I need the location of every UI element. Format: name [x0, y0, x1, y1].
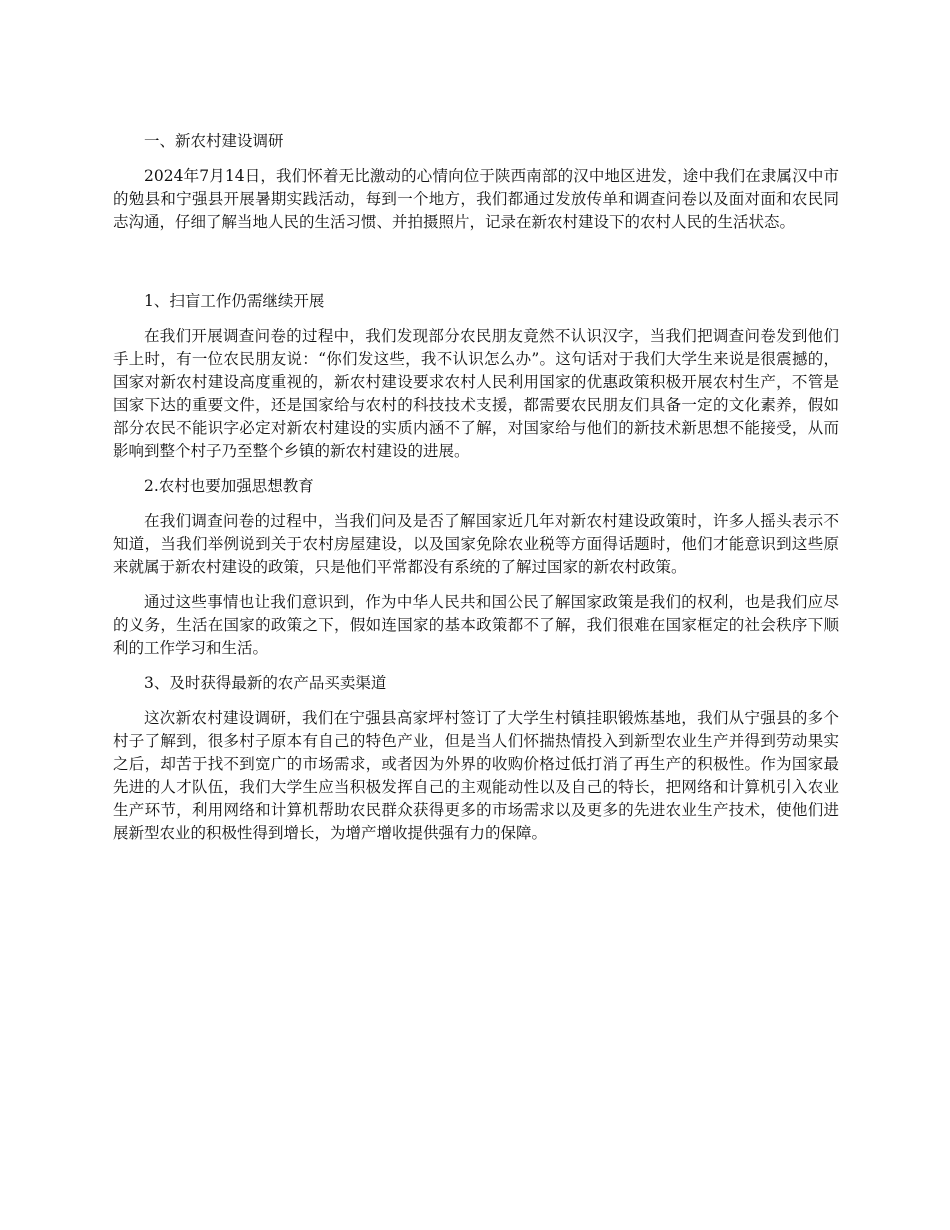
- section-title: 一、新农村建设调研: [144, 132, 284, 150]
- heading-ideology-education: 2.农村也要加强思想教育: [144, 477, 314, 495]
- paragraph-citizen-duty: 通过这些事情也让我们意识到，作为中华人民共和国公民了解国家政策是我们的权利，也是我们应尽的义务，生活在国家的政策之下，假如连国家的基本政策都不了解，我们很难在国家框定的社会秩序下顺利的工作学习和生活。: [113, 593, 839, 657]
- intro-paragraph: 2024年7月14日，我们怀着无比激动的心情向位于陕西南部的汉中地区进发，途中我们在隶属汉中市的勉县和宁强县开展暑期实践活动，每到一个地方，我们都通过发放传单和调查问卷以及面对面和农民同志沟通，仔细了解当地人民的生活习惯、并拍摄照片，记录在新农村建设下的农村人民的生活状态。: [113, 167, 839, 231]
- heading-market-channels: 3、及时获得最新的农产品买卖渠道: [144, 674, 387, 692]
- heading-literacy: 1、扫盲工作仍需继续开展: [144, 292, 325, 310]
- paragraph-policy-awareness: 在我们调查问卷的过程中，当我们问及是否了解国家近几年对新农村建设政策时，许多人摇头表示不知道，当我们举例说到关于农村房屋建设，以及国家免除农业税等方面得话题时，他们才能意识到这些原来就属于新农村建设的政策，只是他们平常都没有系统的了解过国家的新农村政策。: [113, 512, 839, 576]
- paragraph-literacy: 在我们开展调查问卷的过程中，我们发现部分农民朋友竟然不认识汉字，当我们把调查问卷发到他们手上时，有一位农民朋友说：“你们发这些，我不认识怎么办”。这句话对于我们大学生来说是很震撼的，国家对新农村建设高度重视的，新农村建设要求农村人民利用国家的优惠政策积极开展农村生产，不管是国家下达的重要文件，还是国家给与农村的科技技术支援，都需要农民朋友们具备一定的文化素养，假如部分农民不能识字必定对新农村建设的实质内涵不了解，对国家给与他们的新技术新思想不能接受，从而影响到整个村子乃至整个乡镇的新农村建设的进展。: [113, 327, 839, 460]
- document-page: [113, 118, 839, 845]
- paragraph-market-channels: 这次新农村建设调研，我们在宁强县高家坪村签订了大学生村镇挂职锻炼基地，我们从宁强县的多个村子了解到，很多村子原本有自己的特色产业，但是当人们怀揣热情投入到新型农业生产并得到劳动果实之后，却苦于找不到宽广的市场需求，或者因为外界的收购价格过低打消了再生产的积极性。作为国家最先进的人才队伍，我们大学生应当积极发挥自己的主观能动性以及自己的特长，把网络和计算机引入农业生产环节，利用网络和计算机帮助农民群众获得更多的市场需求以及更多的先进农业生产技术，使他们进展新型农业的积极性得到增长，为增产增收提供强有力的保障。: [113, 709, 839, 842]
